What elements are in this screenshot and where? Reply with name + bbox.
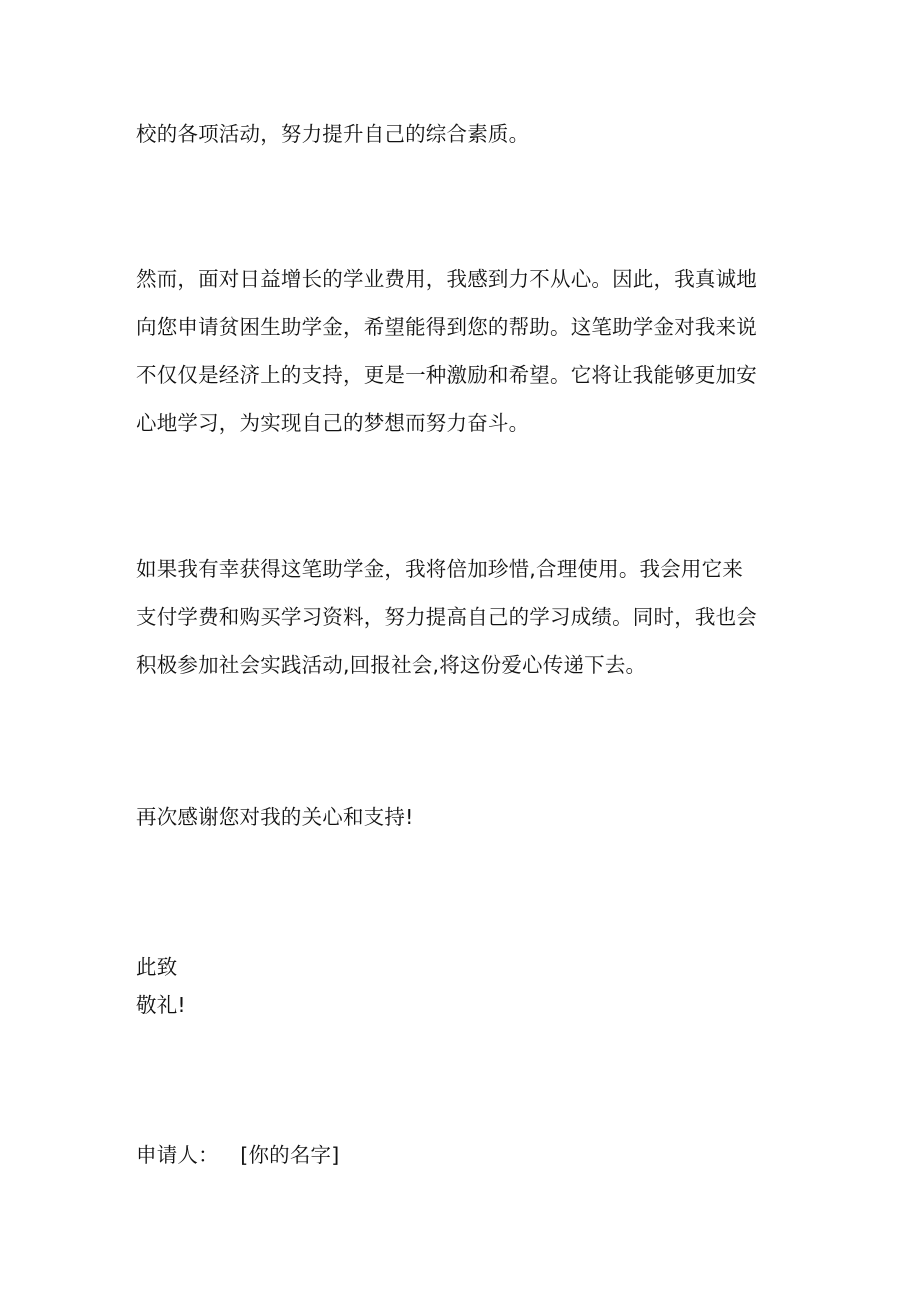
paragraph-1-line-1: 校的各项活动，努力提升自己的综合素质。 — [136, 122, 530, 146]
paragraph-3-line-2: 支付学费和购买学习资料，努力提高自己的学习成绩。同时，我也会 — [136, 605, 757, 629]
closing-salutation-1: 此致 — [136, 955, 178, 979]
paragraph-2-line-1: 然而，面对日益增长的学业费用，我感到力不从心。因此，我真诚地 — [136, 267, 757, 291]
paragraph-3-line-1: 如果我有幸获得这笔助学金，我将倍加珍惜,合理使用。我会用它来 — [136, 557, 744, 581]
paragraph-2-line-4: 心地学习，为实现自己的梦想而努力奋斗。 — [136, 411, 530, 435]
paragraph-2-line-2: 向您申请贫困生助学金，希望能得到您的帮助。这笔助学金对我来说 — [136, 315, 757, 339]
signature-label: 申请人： — [136, 1143, 219, 1167]
paragraph-3-line-3: 积极参加社会实践活动,回报社会,将这份爱心传递下去。 — [136, 653, 647, 677]
thanks-line: 再次感谢您对我的关心和支持! — [136, 805, 414, 829]
closing-salutation-2: 敬礼! — [136, 993, 186, 1017]
signature-name: [你的名字] — [240, 1143, 340, 1167]
signature-line — [136, 1140, 339, 1170]
paragraph-2-line-3: 不仅仅是经济上的支持，更是一种激励和希望。它将让我能够更加安 — [136, 363, 757, 387]
